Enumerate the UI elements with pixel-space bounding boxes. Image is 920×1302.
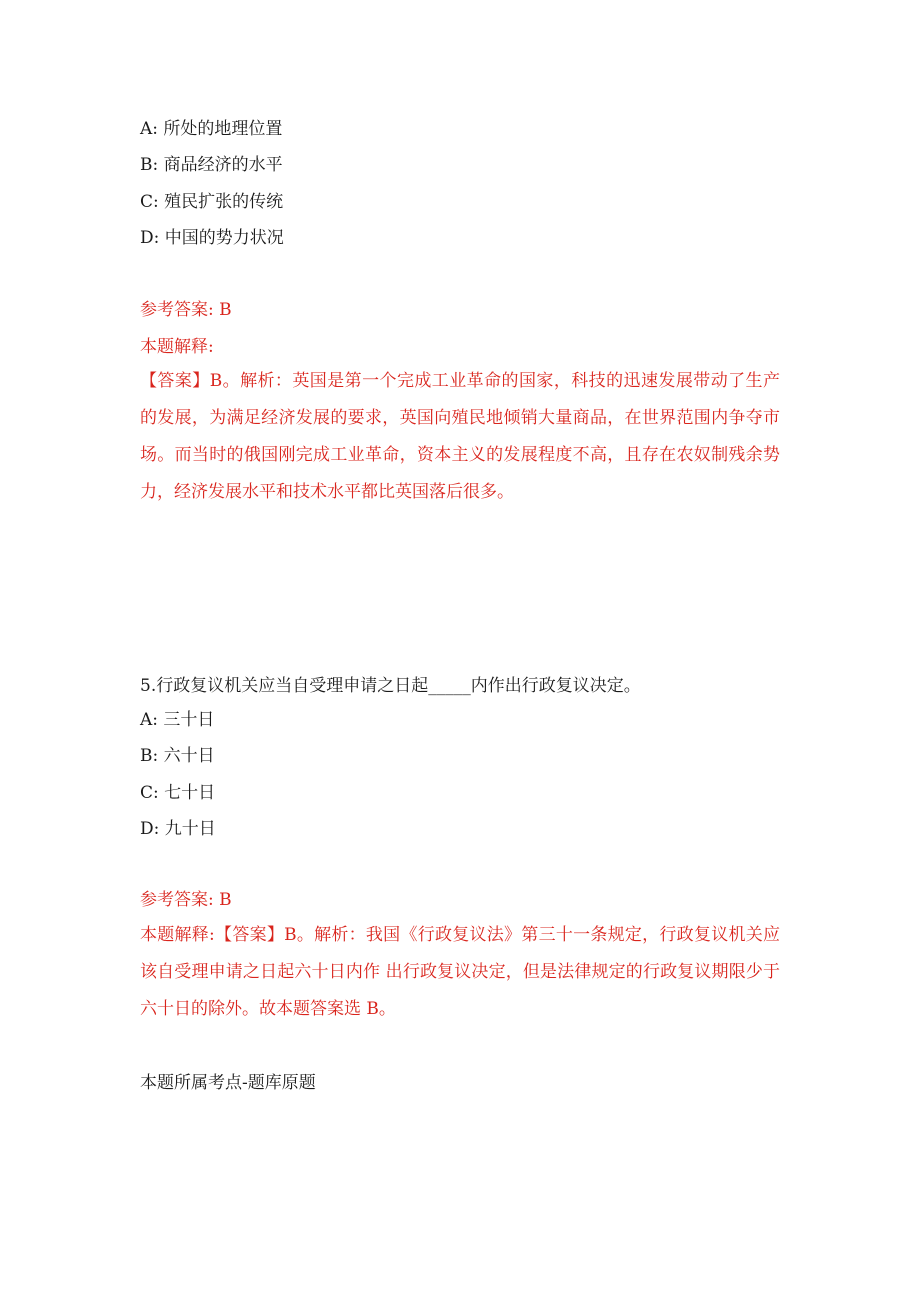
q5-option-a: A: 三十日 [140,710,215,730]
q4-option-d: D: 中国的势力状况 [140,228,284,248]
q5-explanation: 本题解释:【答案】B。解析：我国《行政复议法》第三十一条规定，行政复议机关应该自受理申请之日起六十日内作 出行政复议决定，但是法律规定的行政复议期限少于六十日的除外。故本题答案选 B。 [140,925,780,1019]
q4-option-a: A: 所处的地理位置 [140,119,283,139]
q5-option-d: D: 九十日 [140,819,216,839]
q5-option-c: C: 七十日 [140,783,216,803]
q4-explanation-label: 本题解释: [140,337,214,357]
q4-explanation: 【答案】B。解析：英国是第一个完成工业革命的国家，科技的迅速发展带动了生产的发展，为满足经济发展的要求，英国向殖民地倾销大量商品，在世界范围内争夺市场。而当时的俄国刚完成工业革命，资本主义的发展程度不高，且存在农奴制残余势力，经济发展水平和技术水平都比英国落后很多。 [140,371,780,502]
topic-footer: 本题所属考点-题库原题 [140,1073,316,1093]
q4-answer: 参考答案: B [140,300,232,320]
q4-option-c: C: 殖民扩张的传统 [140,192,284,212]
q5-question: 5.行政复议机关应当自受理申请之日起_____内作出行政复议决定。 [140,676,641,696]
q5-option-b: B: 六十日 [140,746,215,766]
q4-option-b: B: 商品经济的水平 [140,155,283,175]
q5-answer: 参考答案: B [140,890,232,910]
